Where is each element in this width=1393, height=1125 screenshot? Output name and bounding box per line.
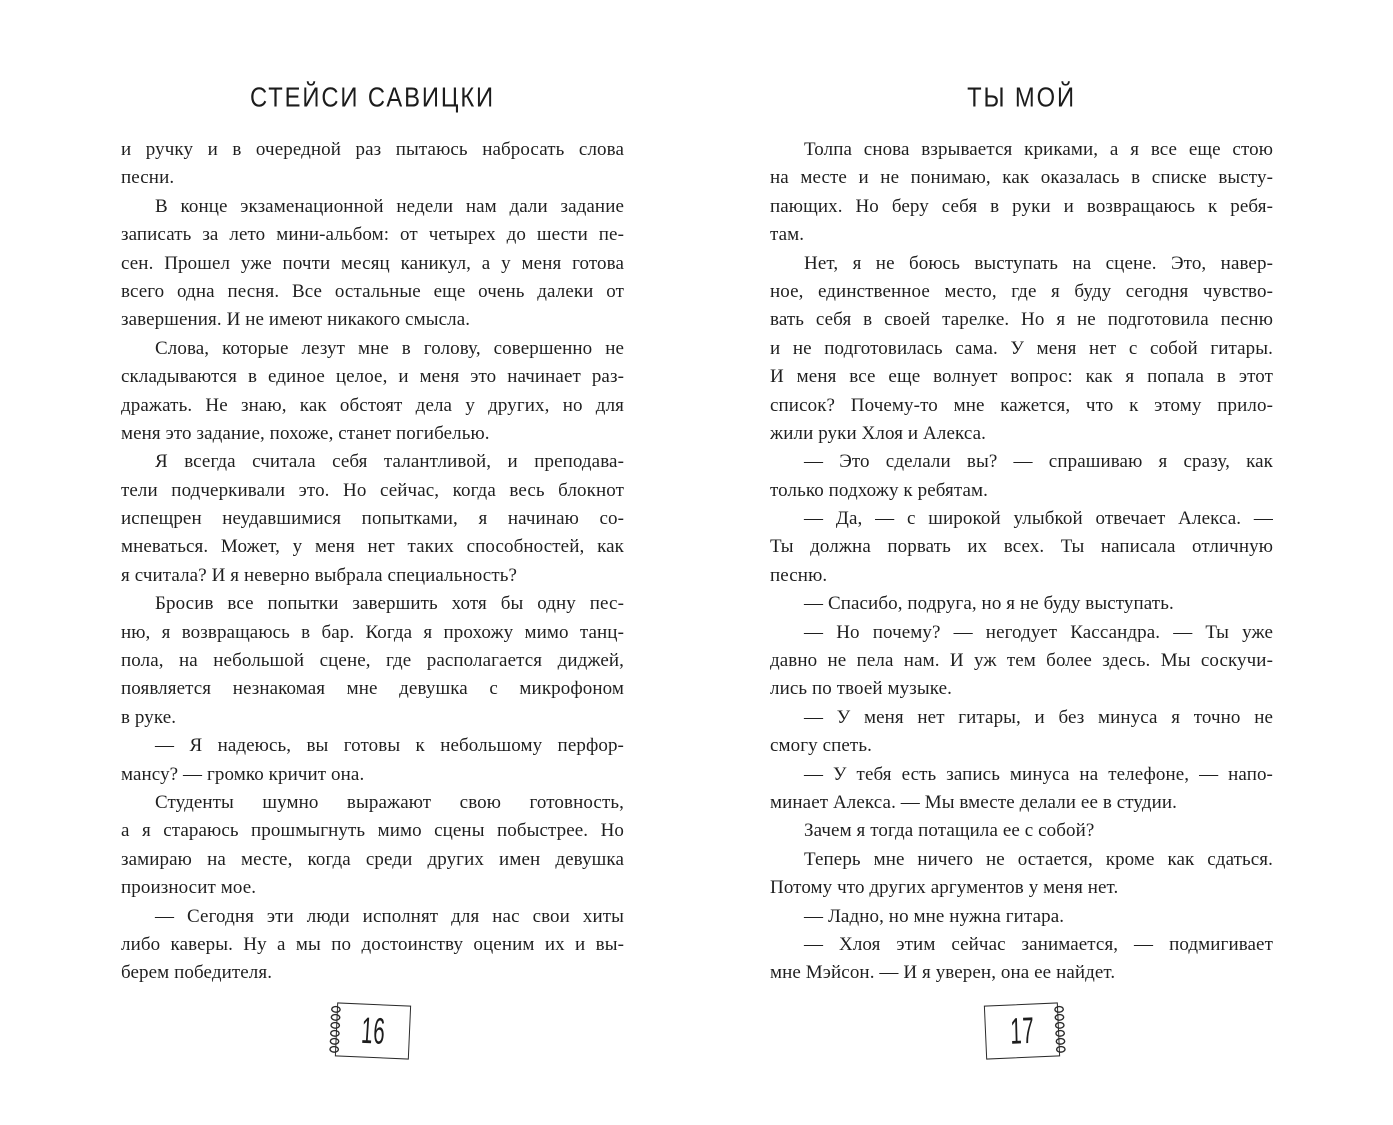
text-line: сен. Прошел уже почти месяц каникул, а у меня готова [121, 252, 624, 274]
text-line: а я стараюсь прошмыгнуть мимо сцены побыстрее. Но [121, 820, 624, 842]
paragraph [121, 732, 624, 789]
paragraph [770, 761, 1273, 818]
paragraph [770, 846, 1273, 903]
text-line: Нет, я не боюсь выступать на сцене. Это, навер- [804, 252, 1273, 274]
text-line: Я всегда считала себя талантливой, и преподава- [155, 451, 624, 473]
text-line: вать себя в своей тарелке. Но я не подготовила песню [770, 309, 1273, 331]
text-line: — Хлоя этим сейчас занимается, — подмигивает [804, 933, 1273, 955]
text-line: — У меня нет гитары, и без минуса я точно не [804, 706, 1273, 728]
paragraph [121, 448, 624, 590]
paragraph [121, 335, 624, 449]
text-line: Слова, которые лезут мне в голову, совершенно не [155, 337, 624, 359]
text-line: — Да, — с широкой улыбкой отвечает Алекса. — [804, 508, 1273, 530]
text-line: пола, на небольшой сцене, где располагается диджей, [121, 650, 624, 672]
paragraph [770, 590, 1273, 618]
paragraph [770, 136, 1273, 250]
text-line: — Это сделали вы? — спрашиваю я сразу, как [804, 451, 1273, 473]
page-17-text [770, 136, 1273, 988]
text-line: ню, я возвращаюсь в бар. Когда я прохожу мимо танц- [121, 621, 624, 643]
text-line: дражать. Не знаю, как обстоят дела у других, но для [121, 394, 624, 416]
paragraph [770, 704, 1273, 761]
text-line: появляется незнакомая мне девушка с микрофоном [121, 678, 624, 700]
running-header-author: СТЕЙСИ САВИЦКИ [249, 82, 496, 114]
page-16-text [121, 136, 624, 988]
page-number: 16 [359, 1008, 386, 1052]
text-line: — Спасибо, подруга, но я не буду выступать. [804, 593, 1174, 615]
spiral-binding-icon [325, 1005, 343, 1054]
text-line: — Я надеюсь, вы готовы к небольшому перфор- [155, 735, 624, 757]
text-line: давно не пела нам. И уж тем более здесь. Мы соскучи- [770, 650, 1273, 672]
paragraph [121, 789, 624, 903]
text-line: — У тебя есть запись минуса на телефоне, — напо- [804, 763, 1273, 785]
text-line: Зачем я тогда потащила ее с собой? [804, 820, 1095, 842]
text-line: Студенты шумно выражают свою готовность, [155, 791, 624, 813]
text-line: лись по твоей музыке. [770, 678, 952, 700]
text-line: Толпа снова взрывается криками, а я все еще стою [804, 139, 1273, 160]
paragraph [770, 619, 1273, 704]
text-line: тели подчеркивали это. Но сейчас, когда весь блокнот [121, 479, 624, 501]
text-line: и ручку и в очередной раз пытаюсь набросать слова [121, 139, 624, 160]
text-line: Потому что других аргументов у меня нет. [770, 877, 1119, 899]
text-line: испещрен неудавшимися попытками, я начинаю со- [121, 508, 624, 530]
text-line: минает Алекса. — Мы вместе делали ее в студии. [770, 791, 1177, 813]
text-line: на месте и не понимаю, как оказалась в списке высту- [770, 167, 1273, 189]
page-number-badge [334, 1002, 410, 1059]
paragraph [770, 505, 1273, 590]
text-line: произносит мое. [121, 877, 257, 899]
page-number-badge [983, 1002, 1059, 1059]
paragraph [770, 817, 1273, 845]
running-header-title: ТЫ МОЙ [967, 82, 1076, 114]
text-line: только подхожу к ребятам. [770, 479, 989, 501]
text-line: берем победителя. [121, 962, 273, 984]
text-line: мневаться. Может, у меня нет таких способностей, как [121, 536, 624, 558]
text-line: Бросив все попытки завершить хотя бы одну пес- [155, 593, 624, 615]
text-line: пающих. Но беру себя в руки и возвращаюсь к ребя- [770, 195, 1273, 217]
text-line: жили руки Хлоя и Алекса. [770, 422, 986, 444]
paragraph [770, 903, 1273, 931]
page-16 [121, 82, 624, 1058]
text-line: записать за лето мини-альбом: от четырех до шести пе- [121, 224, 624, 246]
text-line: всего одна песня. Все остальные еще очень далеки от [121, 280, 624, 302]
text-line: либо каверы. Ну а мы по достоинству оценим их и вы- [121, 933, 624, 955]
text-line: И меня все еще волнует вопрос: как я попала в этот [770, 366, 1273, 388]
text-line: — Сегодня эти люди исполнят для нас свои хиты [155, 905, 624, 927]
text-line: в руке. [121, 706, 177, 728]
paragraph [770, 250, 1273, 449]
text-line: В конце экзаменационной недели нам дали задание [155, 195, 624, 217]
text-line: ное, единственное место, где я буду сегодня чувство- [770, 280, 1273, 302]
text-line: завершения. И не имеют никакого смысла. [121, 309, 471, 331]
paragraph [770, 931, 1273, 988]
page-number-row [121, 1004, 624, 1058]
text-line: складываются в единое целое, и меня это начинает раз- [121, 366, 624, 388]
paragraph [770, 448, 1273, 505]
text-line: мне Мэйсон. — И я уверен, она ее найдет. [770, 962, 1116, 984]
paragraph [121, 193, 624, 335]
text-line: — Но почему? — негодует Кассандра. — Ты уже [804, 621, 1273, 643]
page-number: 17 [1008, 1008, 1034, 1052]
text-line: я считала? И я неверно выбрала специальность? [121, 564, 518, 586]
paragraph [121, 136, 624, 193]
text-line: — Ладно, но мне нужна гитара. [804, 905, 1065, 927]
paragraph [121, 903, 624, 988]
text-line: смогу спеть. [770, 735, 872, 757]
paragraph [121, 590, 624, 732]
text-line: песню. [770, 564, 828, 586]
page-number-row [770, 1004, 1273, 1058]
text-line: мансу? — громко кричит она. [121, 763, 365, 785]
text-line: песни. [121, 167, 175, 189]
text-line: меня это задание, похоже, станет погибелью. [121, 422, 490, 444]
page-17 [770, 82, 1273, 1058]
text-line: замираю на месте, когда среди других имен девушка [121, 848, 624, 870]
text-line: и не подготовилась сама. У меня нет с собой гитары. [770, 337, 1273, 359]
text-line: Ты должна порвать их всех. Ты написала отличную [770, 536, 1273, 558]
text-line: Теперь мне ничего не остается, кроме как сдаться. [804, 848, 1273, 870]
text-line: список? Почему-то мне кажется, что к этому прило- [770, 394, 1273, 416]
text-line: там. [770, 224, 805, 246]
spiral-binding-icon [1050, 1005, 1068, 1054]
